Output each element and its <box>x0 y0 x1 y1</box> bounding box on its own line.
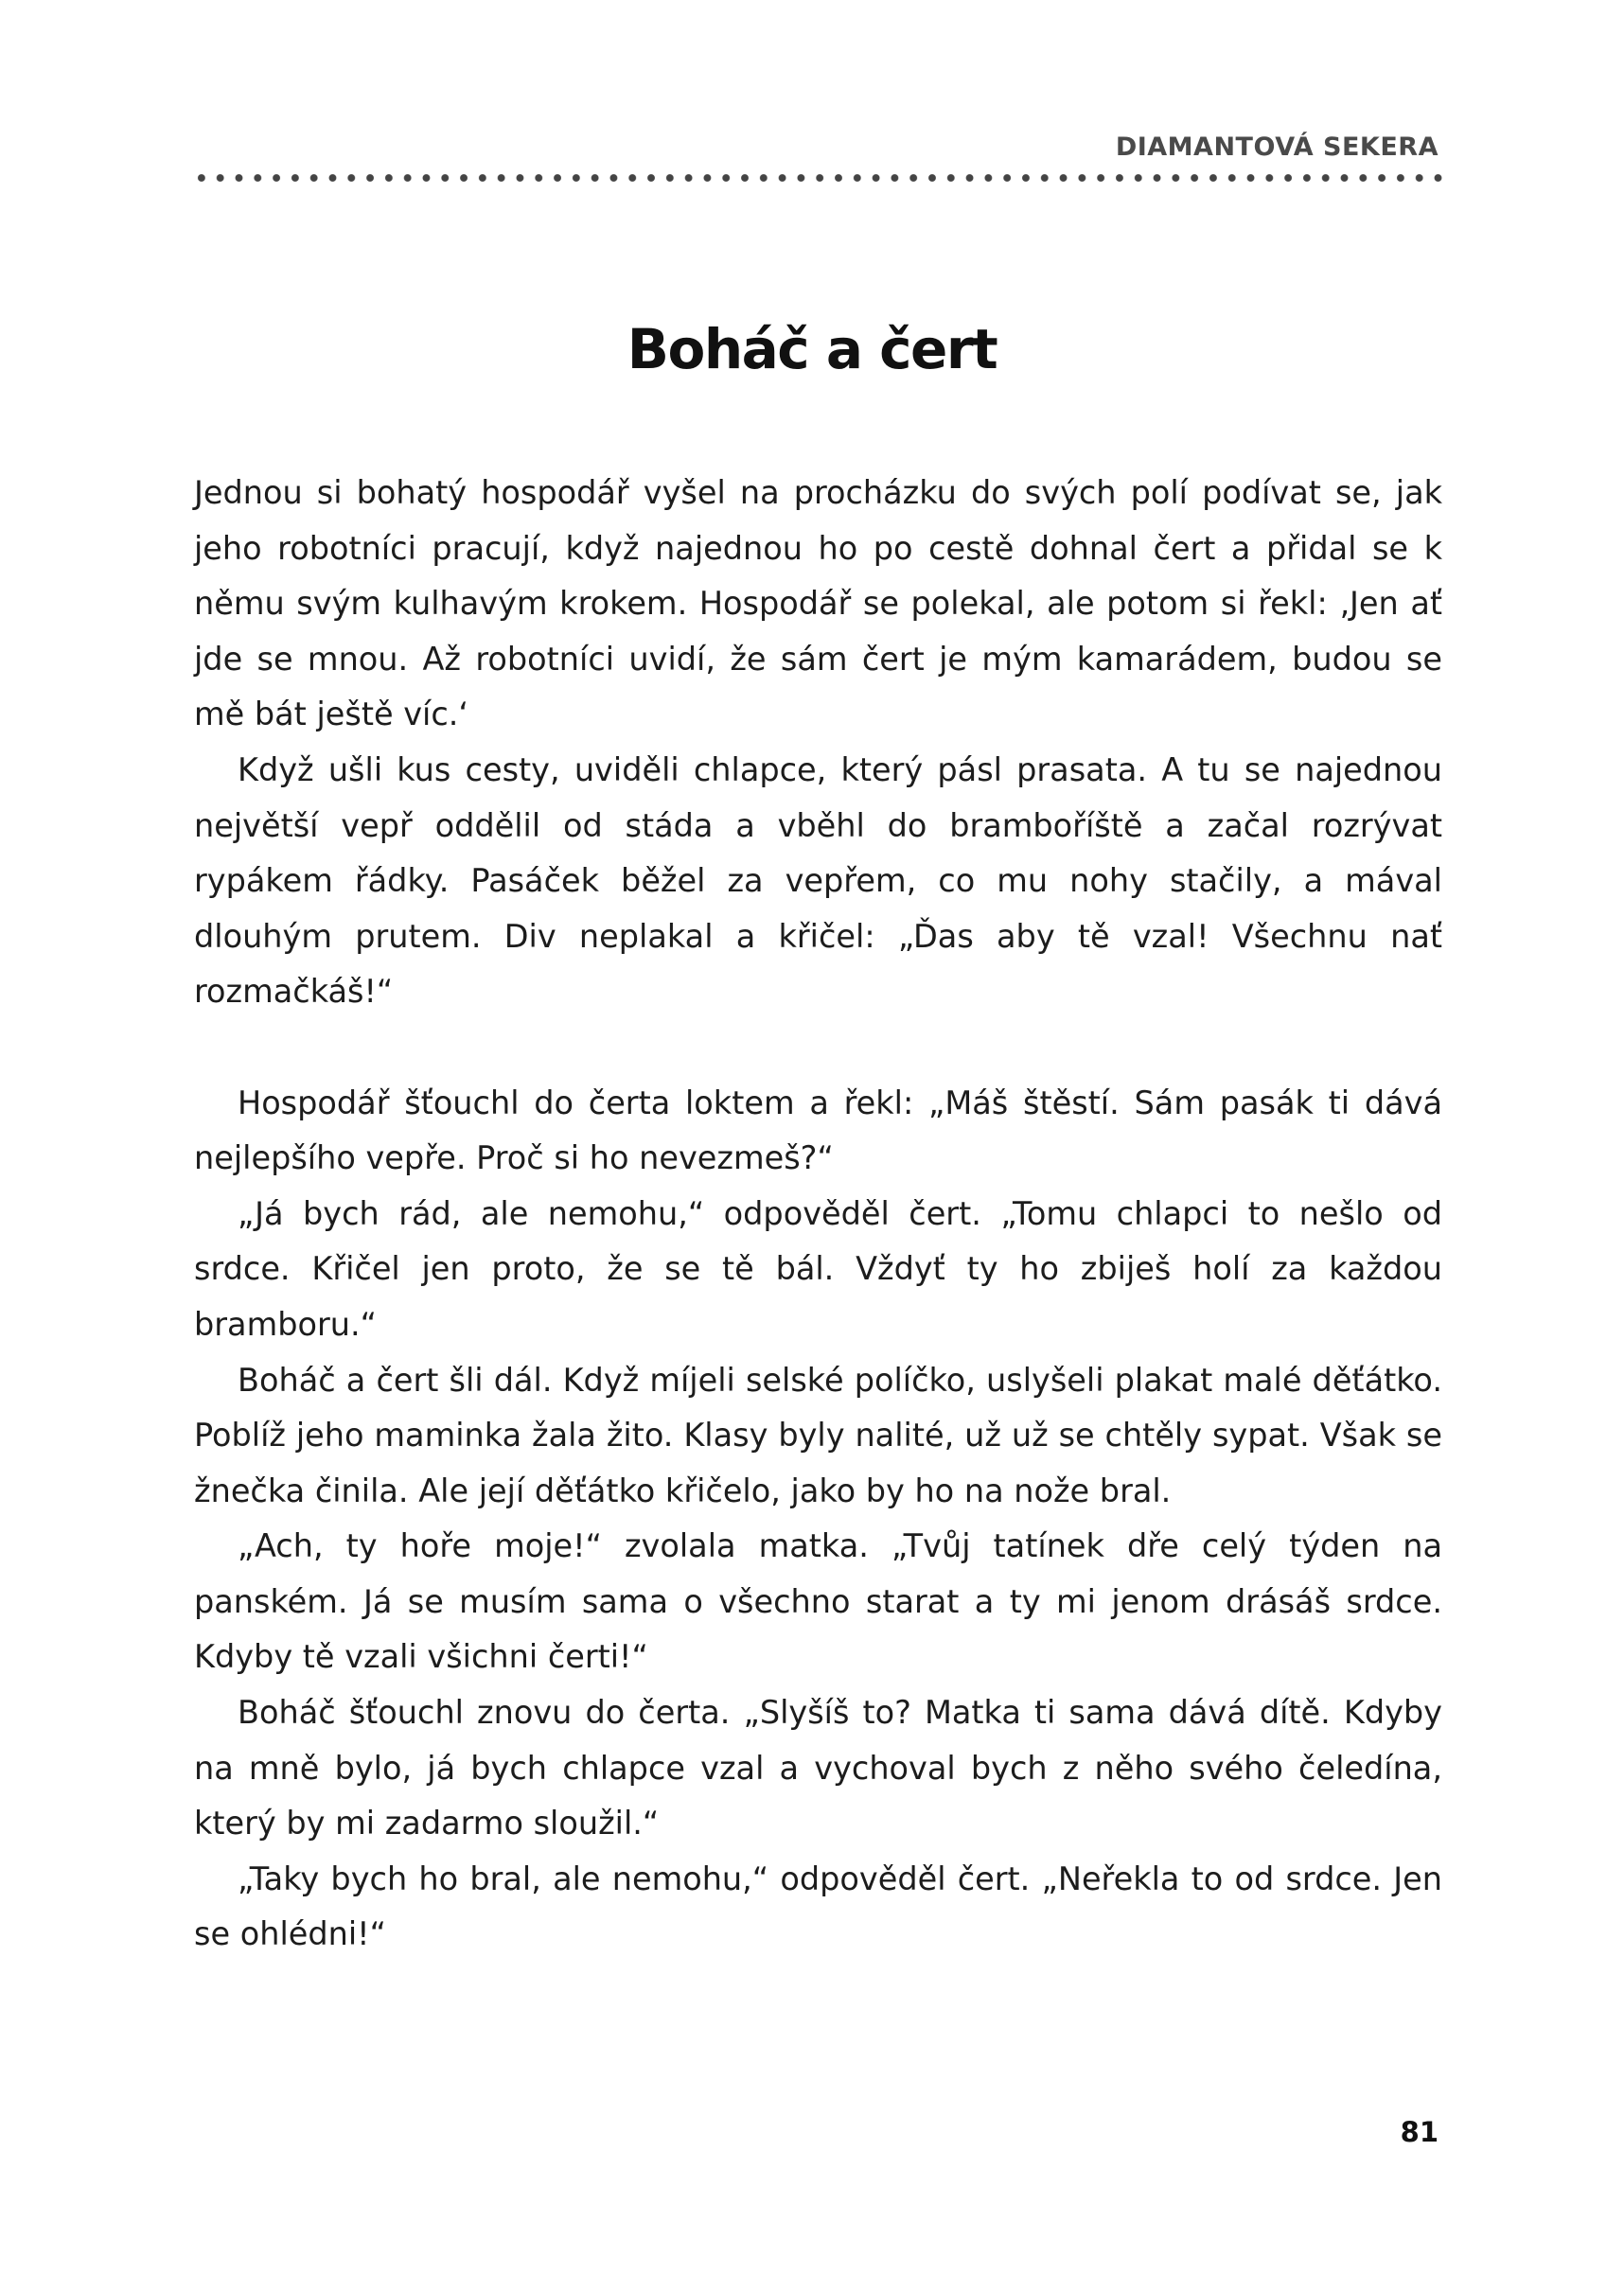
paragraph: Jednou si bohatý hospodář vyšel na procházku do svých polí podívat se, jak jeho robotníci pracují, když najednou ho po cestě dohnal čert a přidal se k němu svým kulhavým krokem. Hospodář se polekal, ale potom si řekl: ‚Jen ať jde se mnou. Až robotníci uvidí, že sám čert je mým kamarádem, budou se mě bát ještě víc.‘ <box>194 474 1442 733</box>
running-head: DIAMANTOVÁ SEKERA <box>1115 132 1439 162</box>
dotted-rule <box>192 173 1442 183</box>
paragraph: Hospodář šťouchl do čerta loktem a řekl: „Máš štěstí. Sám pasák ti dává nejlepšího vepře. Proč si ho nevezmeš?“ <box>194 1084 1442 1177</box>
paragraph: Boháč a čert šli dál. Když míjeli selské políčko, uslyšeli plakat malé děťátko. Poblíž jeho maminka žala žito. Klasy byly nalité, už už se chtěly sypat. Však se žnečka činila. Ale její děťátko křičelo, jako by ho na nože bral. <box>194 1361 1442 1509</box>
page-number: 81 <box>1400 2116 1439 2148</box>
paragraph: „Já bych rád, ale nemohu,“ odpověděl čert. „Tomu chlapci to nešlo od srdce. Křičel jen proto, že se tě bál. Vždyť ty ho zbiješ holí za každou bramboru.“ <box>194 1194 1442 1343</box>
paragraph: Boháč šťouchl znovu do čerta. „Slyšíš to? Matka ti sama dává dítě. Kdyby na mně bylo, já bych chlapce vzal a vychoval bych z něho svého čeledína, který by mi zadarmo sloužil.“ <box>194 1694 1442 1842</box>
paragraph: „Taky bych ho bral, ale nemohu,“ odpověděl čert. „Neřekla to od srdce. Jen se ohlédni!“ <box>194 1860 1442 1953</box>
chapter-title: Boháč a čert <box>627 316 997 381</box>
body-text <box>194 466 1442 1963</box>
paragraph: „Ach, ty hoře moje!“ zvolala matka. „Tvůj tatínek dře celý týden na panském. Já se musím sama o všechno starat a ty mi jenom drásáš srdce. Kdyby tě vzali všichni čerti!“ <box>194 1527 1442 1676</box>
paragraph: Když ušli kus cesty, uviděli chlapce, který pásl prasata. A tu se najednou největší vepř oddělil od stáda a vběhl do bramboříště a začal rozrývat rypákem řádky. Pasáček běžel za vepřem, co mu nohy stačily, a mával dlouhým prutem. Div neplakal a křičel: „Ďas aby tě vzal! Všechnu nať rozmačkáš!“ <box>194 750 1442 1011</box>
